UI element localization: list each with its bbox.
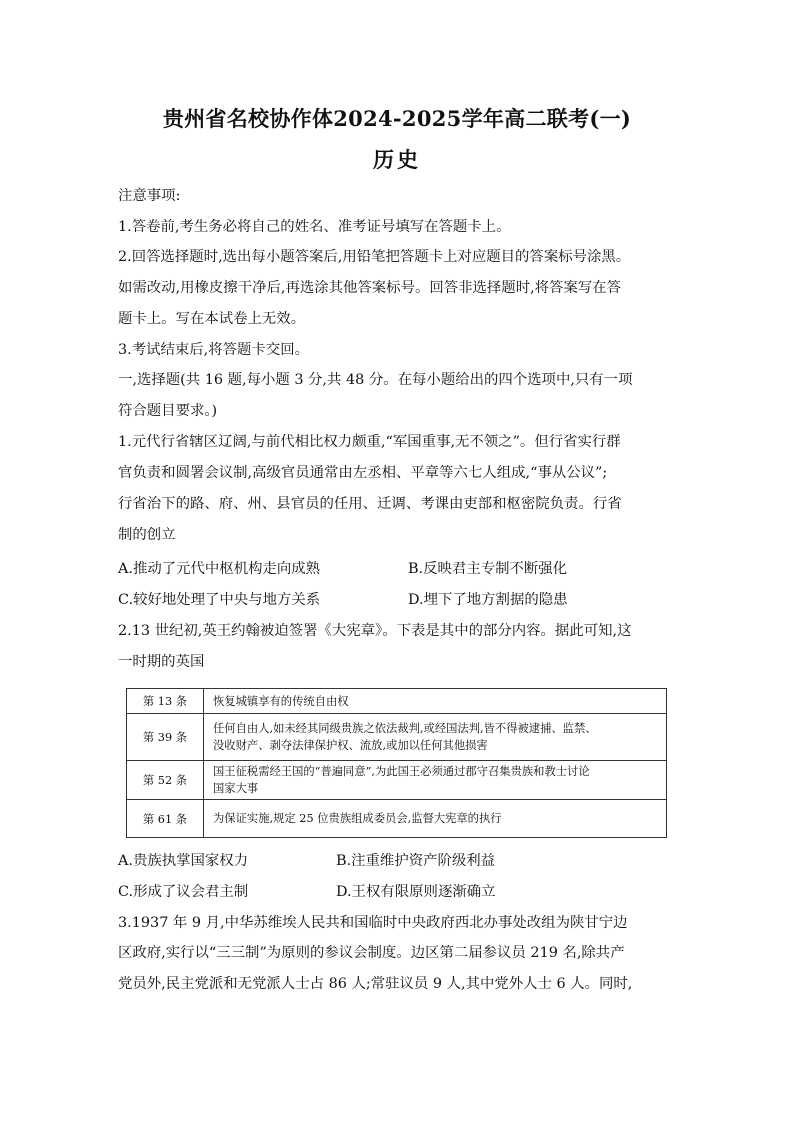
content-line: 恢复城镇享有的传统自由权 — [213, 694, 349, 708]
q3-line-1: 3.1937 年 9 月,中华苏维埃人民共和国临时中央政府西北办事处改组为陕甘宁边 — [118, 915, 628, 931]
notice-item-2-line-3: 题卡上。写在本试卷上无效。 — [118, 311, 306, 327]
article-cell: 第 52 条 — [127, 761, 204, 800]
q3-line-3: 党员外,民主党派和无党派人士占 86 人;常驻议员 9 人,其中党外人士 6 人。同时, — [118, 976, 633, 992]
content-line: 没收财产、剥夺法律保护权、流放,或加以任何其他损害 — [213, 739, 488, 752]
article-cell: 第 39 条 — [127, 714, 204, 761]
content-cell — [204, 689, 667, 714]
q3-line-2: 区政府,实行以“三三制”为原则的参议会制度。边区第二届参议员 219 名,除共产 — [118, 945, 625, 961]
q1-option-c: C.较好地处理了中央与地方关系 — [118, 592, 321, 608]
q1-option-b: B.反映君主专制不断强化 — [408, 561, 568, 577]
content-cell — [204, 761, 667, 800]
q2-option-d: D.王权有限原则逐渐确立 — [336, 884, 496, 900]
q1-line-1: 1.元代行省辖区辽阔,与前代相比权力颇重,“军国重事,无不领之”。但行省实行群 — [118, 434, 621, 450]
subject-title: 历史 — [373, 147, 421, 172]
table-row — [127, 714, 667, 761]
content-line: 国王征税需经王国的“普遍同意”,为此国王必须通过郡守召集贵族和教士讨论 — [213, 765, 590, 778]
q1-line-3: 行省治下的路、府、州、县官员的任用、迁调、考课由吏部和枢密院负责。行省 — [118, 496, 622, 512]
section-1-line-2: 符合题目要求。) — [118, 403, 218, 419]
q2-option-c: C.形成了议会君主制 — [118, 884, 249, 900]
table-row — [127, 689, 667, 714]
notice-item-2-line-2: 如需改动,用橡皮擦干净后,再选涂其他答案标号。回答非选择题时,将答案写在答 — [118, 280, 622, 296]
q2-option-b: B.注重维护资产阶级利益 — [336, 853, 496, 869]
notice-item-3: 3.考试结束后,将答题卡交回。 — [118, 342, 309, 358]
q1-line-2: 官负责和圆署会议制,高级官员通常由左丞相、平章等六七人组成,“事从公议”; — [118, 465, 608, 481]
q2-option-a: A.贵族执掌国家权力 — [118, 853, 249, 869]
article-cell: 第 61 条 — [127, 800, 204, 838]
table-row — [127, 800, 667, 838]
content-line: 为保证实施,规定 25 位贵族组成委员会,监督大宪章的执行 — [213, 812, 502, 825]
content-cell — [204, 800, 667, 838]
q2-line-1: 2.13 世纪初,英王约翰被迫签署《大宪章》。下表是其中的部分内容。据此可知,这 — [118, 623, 632, 639]
q1-option-a: A.推动了元代中枢机构走向成熟 — [118, 561, 321, 577]
section-1-line-1: 一,选择题(共 16 题,每小题 3 分,共 48 分。在每小题给出的四个选项中,只有一项 — [118, 372, 633, 388]
notice-heading: 注意事项: — [118, 188, 181, 204]
content-line: 任何自由人,如未经其同级贵族之依法裁判,或经国法判,皆不得被逮捕、监禁、 — [213, 722, 597, 735]
q1-option-d: D.埋下了地方割据的隐患 — [408, 592, 568, 608]
notice-item-2-line-1: 2.回答选择题时,选出每小题答案后,用铅笔把答题卡上对应题目的答案标号涂黑。 — [118, 249, 631, 265]
exam-title: 贵州省名校协作体2024-2025学年高二联考(一) — [162, 106, 632, 131]
magna-carta-table — [126, 688, 667, 838]
content-cell — [204, 714, 667, 761]
q2-line-2: 一时期的英国 — [118, 654, 205, 670]
table-row — [127, 761, 667, 800]
article-cell: 第 13 条 — [127, 689, 204, 714]
notice-item-1: 1.答卷前,考生务必将自己的姓名、准考证号填写在答题卡上。 — [118, 219, 511, 235]
q1-line-4: 制的创立 — [118, 527, 176, 543]
content-line: 国家大事 — [213, 782, 259, 795]
